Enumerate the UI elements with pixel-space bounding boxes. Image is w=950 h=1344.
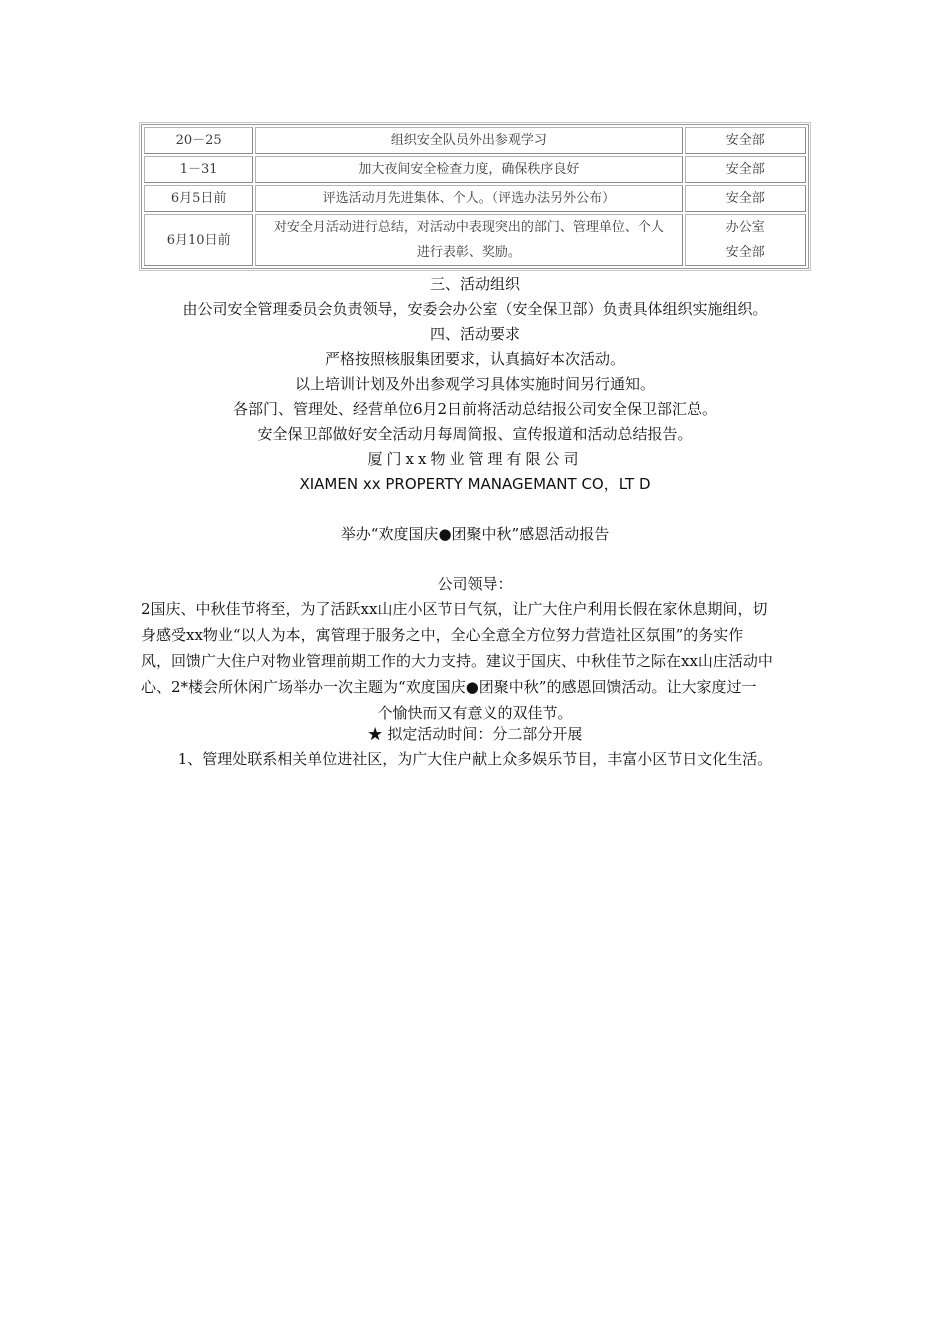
- table-row: [144, 156, 806, 183]
- dept-cell: [685, 214, 806, 266]
- date-cell: 1－31: [144, 156, 253, 183]
- dept-cell: 安全部: [685, 185, 806, 212]
- task-cell: 加大夜间安全检查力度，确保秩序良好: [255, 156, 682, 183]
- date-cell: 6月5日前: [144, 185, 253, 212]
- activity-item: 1、管理处联系相关单位进社区，为广大住户献上众多娱乐节目，丰富小区节日文化生活。: [177, 750, 773, 768]
- date-cell: 6月10日前: [144, 214, 253, 266]
- dept-cell: 安全部: [685, 156, 806, 183]
- company-name-en: XIAMEN xx PROPERTY MANAGEMANT CO，LT D: [299, 475, 651, 493]
- task-cell: 组织安全队员外出参观学习: [255, 127, 682, 154]
- table-row: [144, 127, 806, 154]
- table-row: [144, 214, 806, 266]
- schedule-table: [141, 124, 809, 269]
- task-cell: 评选活动月先进集体、个人。（评选办法另外公布）: [255, 185, 682, 212]
- table-row: [144, 185, 806, 212]
- requirement-item: 严格按照核服集团要求，认真搞好本次活动。: [324, 350, 625, 368]
- body-line: 心、2*楼会所休闲广场举办一次主题为“欢度国庆●团聚中秋”的感恩回馈活动。让大家度过一: [141, 678, 757, 696]
- section-heading: 四、活动要求: [429, 325, 520, 343]
- company-name-cn: 厦门xx物业管理有限公司: [367, 450, 583, 468]
- requirement-item: 以上培训计划及外出参观学习具体实施时间另行通知。: [294, 375, 655, 393]
- dept-line: 安全部: [725, 245, 765, 260]
- task-line: 对安全月活动进行总结，对活动中表现突出的部门、管理单位、个人: [273, 220, 664, 235]
- requirement-item: 安全保卫部做好安全活动月每周简报、宣传报道和活动总结报告。: [257, 425, 693, 443]
- requirement-item: 各部门、管理处、经营单位6月2日前将活动总结报公司安全保卫部汇总。: [232, 400, 718, 418]
- body-line: 身感受xx物业“以人为本，寓管理于服务之中，全心全意全方位努力营造社区氛围”的务实作: [141, 626, 744, 644]
- body-line: 个愉快而又有意义的双佳节。: [377, 704, 573, 722]
- body-line: 风，回馈广大住户对物业管理前期工作的大力支持。建议于国庆、中秋佳节之际在xx山庄活动中: [141, 652, 773, 670]
- body-line: 2国庆、中秋佳节将至，为了活跃xx山庄小区节日气氛，让广大住户利用长假在家休息期间，切: [141, 600, 768, 618]
- date-cell: 20－25: [144, 127, 253, 154]
- dept-line: 办公室: [725, 220, 765, 235]
- activity-time-heading: ★ 拟定活动时间：分二部分开展: [367, 725, 583, 743]
- section-text: 由公司安全管理委员会负责领导，安委会办公室（安全保卫部）负责具体组织实施组织。: [182, 300, 768, 318]
- salutation: 公司领导：: [437, 575, 513, 593]
- task-line: 进行表彰、奖励。: [416, 245, 521, 260]
- dept-cell: 安全部: [685, 127, 806, 154]
- report-title: 举办“欢度国庆●团聚中秋”感恩活动报告: [340, 525, 610, 543]
- section-heading: 三、活动组织: [429, 275, 520, 293]
- task-cell: [255, 214, 682, 266]
- report-body: [141, 596, 809, 726]
